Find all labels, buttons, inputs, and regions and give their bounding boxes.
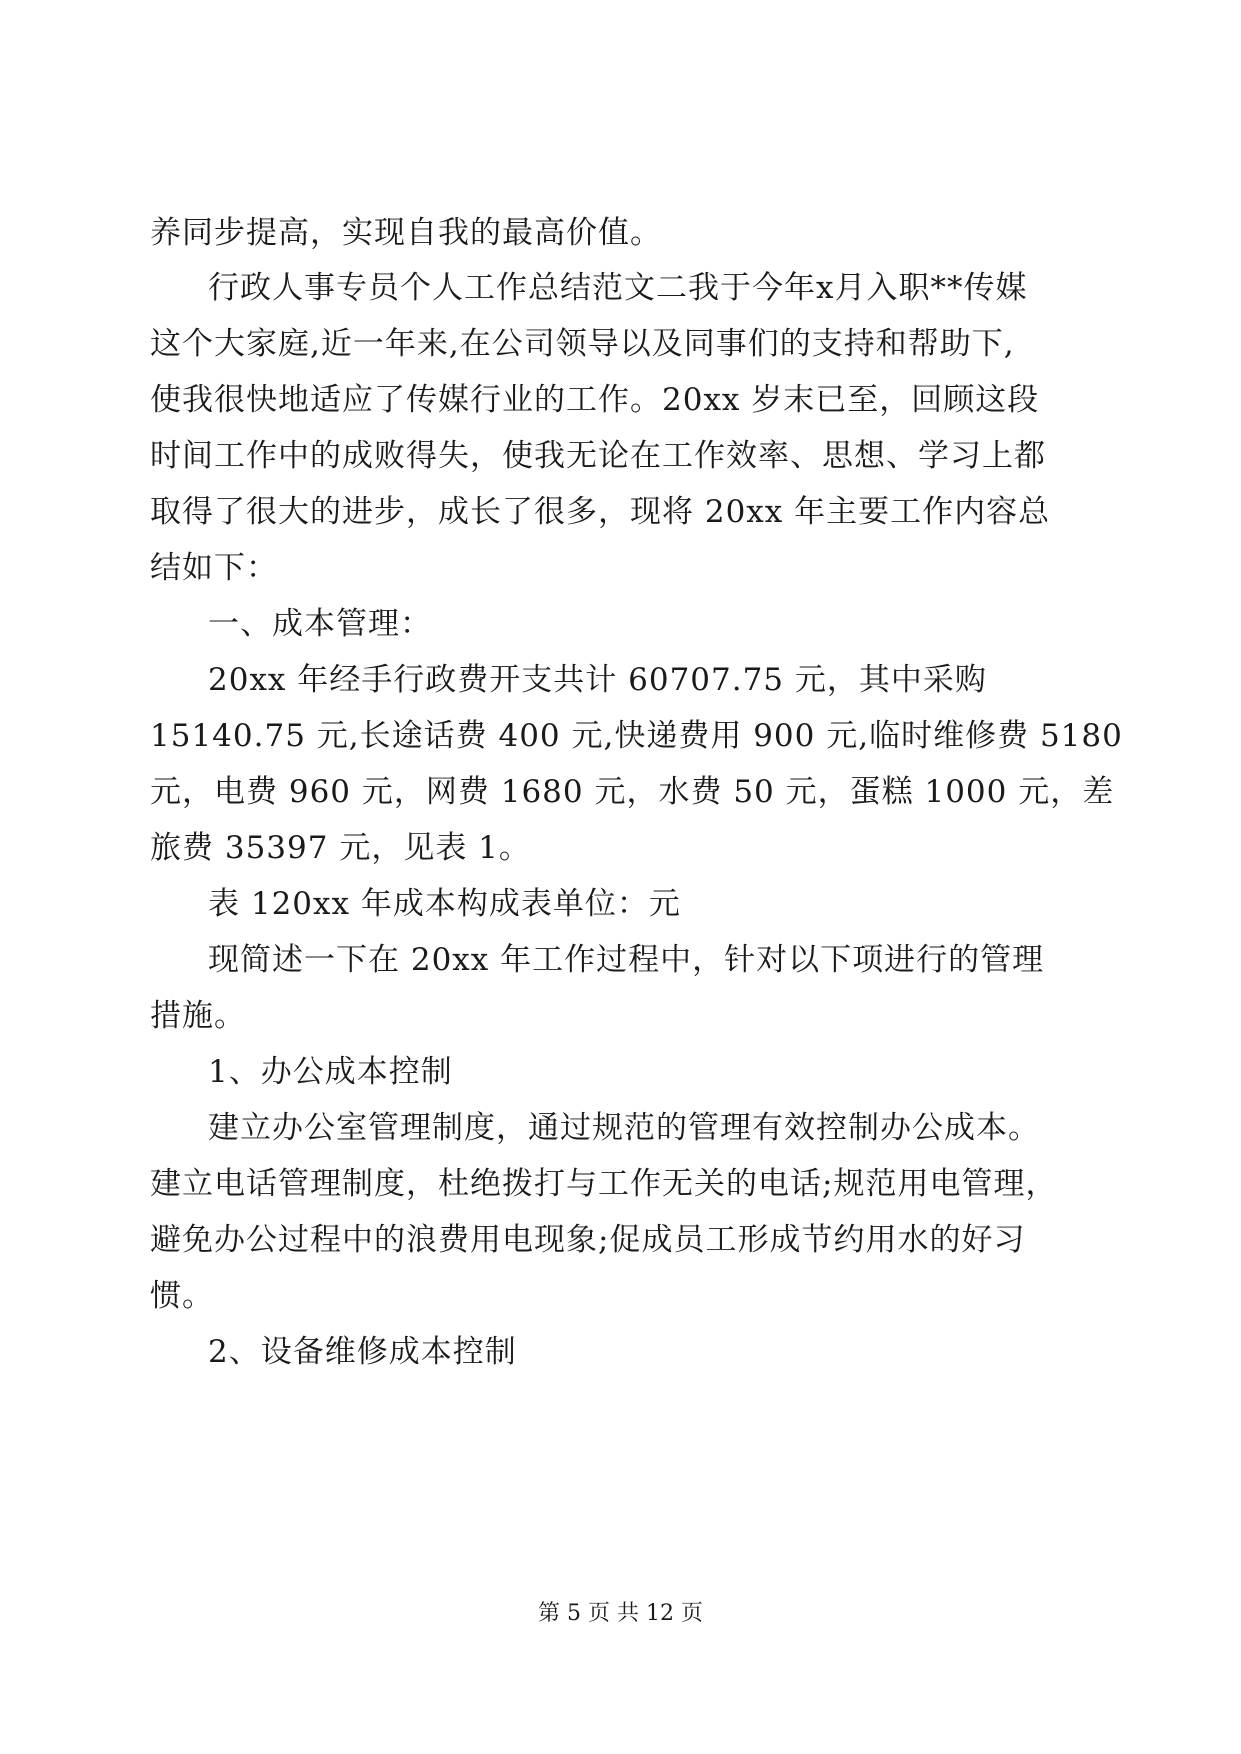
paragraph-line-7: 结如下： — [150, 550, 278, 586]
paragraph-line-18: 建立电话管理制度，杜绝拨打与工作无关的电话;规范用电管理， — [150, 1166, 1058, 1202]
paragraph-line-5: 时间工作中的成败得失，使我无论在工作效率、思想、学习上都 — [150, 438, 1046, 474]
paragraph-line-10: 15140.75 元,长途话费 400 元,快递费用 900 元,临时维修费 5180 — [150, 718, 1123, 754]
paragraph-line-14: 现简述一下在 20xx 年工作过程中，针对以下项进行的管理 — [208, 942, 1045, 978]
paragraph-line-11: 元，电费 960 元，网费 1680 元，水费 50 元，蛋糕 1000 元，差 — [150, 774, 1115, 810]
paragraph-line-19: 避免办公过程中的浪费用电现象;促成员工形成节约用水的好习 — [150, 1222, 1026, 1258]
paragraph-line-12: 旅费 35397 元，见表 1。 — [150, 830, 531, 866]
section-heading-equipment-cost: 2、设备维修成本控制 — [208, 1334, 517, 1370]
table-caption: 表 120xx 年成本构成表单位：元 — [208, 886, 681, 922]
page-number-footer: 第 5 页 共 12 页 — [538, 1601, 703, 1626]
paragraph-line-1: 养同步提高，实现自我的最高价值。 — [150, 215, 662, 251]
section-heading-cost-management: 一、成本管理： — [208, 606, 432, 642]
paragraph-line-20: 惯。 — [150, 1278, 214, 1314]
paragraph-line-3: 这个大家庭,近一年来,在公司领导以及同事们的支持和帮助下, — [150, 326, 1015, 362]
paragraph-line-6: 取得了很大的进步，成长了很多，现将 20xx 年主要工作内容总 — [150, 494, 1051, 530]
paragraph-line-4: 使我很快地适应了传媒行业的工作。20xx 岁末已至，回顾这段 — [150, 382, 1040, 418]
section-heading-office-cost: 1、办公成本控制 — [208, 1054, 453, 1090]
paragraph-line-9: 20xx 年经手行政费开支共计 60707.75 元，其中采购 — [208, 662, 987, 698]
paragraph-line-17: 建立办公室管理制度，通过规范的管理有效控制办公成本。 — [208, 1110, 1040, 1146]
paragraph-line-15: 措施。 — [150, 998, 246, 1034]
paragraph-line-2: 行政人事专员个人工作总结范文二我于今年x月入职**传媒 — [208, 270, 1028, 306]
